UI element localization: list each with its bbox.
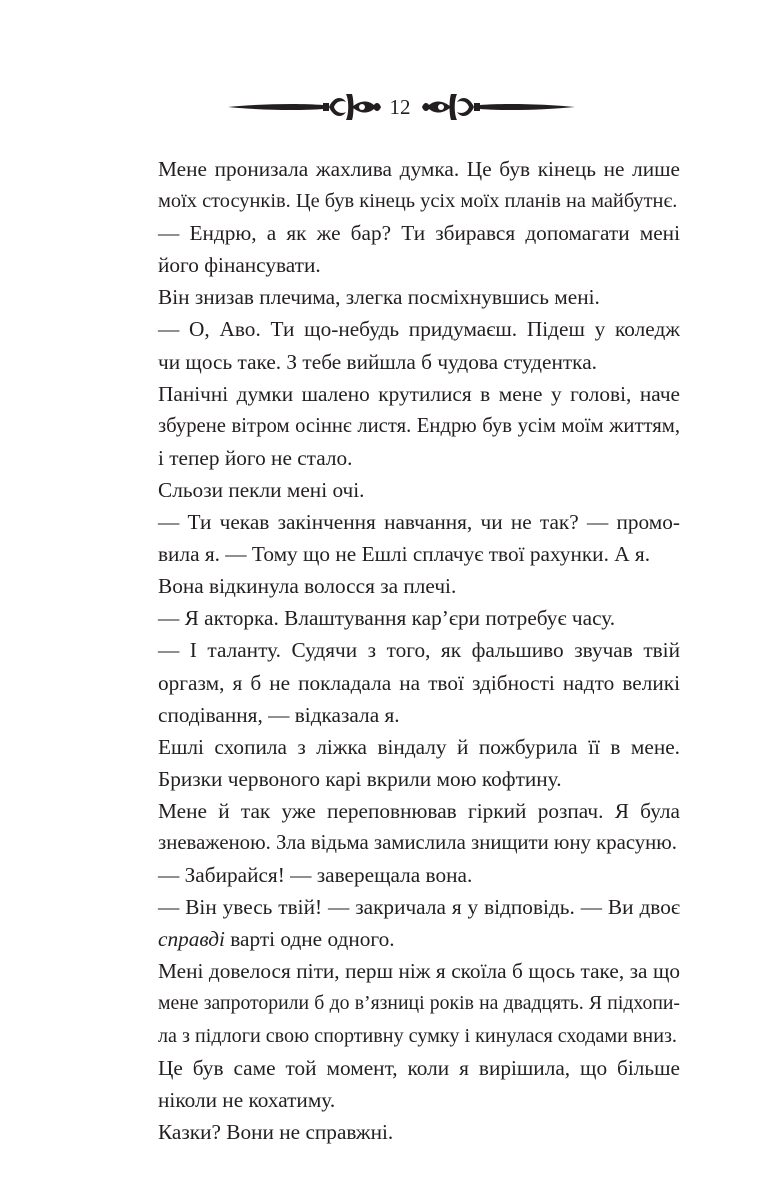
paragraph — [158, 731, 680, 795]
paragraph — [158, 313, 680, 377]
text-line: сподівання, — відказала я. — [158, 702, 400, 727]
text-line: ніколи не кохатиму. — [158, 1087, 336, 1112]
text-fragment: варті одне одного. — [224, 927, 395, 952]
paragraph — [158, 570, 680, 602]
text-line: Казки? Вони не справжні. — [158, 1119, 394, 1144]
text-line: збурене вітром осіннє листя. Ендрю був усім моїм життям, — [158, 414, 680, 437]
text-line: — Ти чекав закінчення навчання, чи не так? — промо- — [158, 510, 680, 535]
paragraph — [158, 891, 680, 955]
text-line: — Я акторка. Влаштування кар’єри потребує часу. — [158, 606, 616, 631]
text-line: моїх стосунків. Це був кінець усіх моїх планів на майбутнє. — [158, 190, 678, 213]
text-line: оргазм, я б не покладала на твої здібності надто великі — [158, 670, 680, 695]
text-line: ла з підлоги свою спортивну сумку і кинулася сходами вниз. — [158, 1024, 677, 1047]
text-line: — Ендрю, а як же бар? Ти збирався допомагати мені — [158, 221, 680, 246]
text-line: мене запроторили б до в’язниці років на двадцять. Я підхопи- — [158, 992, 680, 1015]
text-line: Це був саме той момент, коли я вирішила, що більше — [158, 1055, 680, 1080]
paragraph — [158, 281, 680, 313]
text-line: — О, Аво. Ти що-небудь придумаєш. Підеш у коледж — [158, 317, 680, 342]
text-line: Сльози пекли мені очі. — [158, 477, 365, 502]
paragraph — [158, 474, 680, 506]
text-line: Ешлі схопила з ліжка віндалу й пожбурила її в мене. — [158, 734, 680, 759]
text-line: — Забирайся! — заверещала вона. — [158, 863, 473, 888]
text-line: чи щось таке. З тебе вийшла б чудова студентка. — [158, 349, 597, 374]
text-line: Мене пронизала жахлива думка. Це був кінець не лише — [158, 157, 680, 181]
sword-ornament-left-icon — [228, 86, 383, 130]
text-line: — Він увесь твій! — закричала я у відповідь. — Ви двоє — [158, 895, 680, 920]
paragraph — [158, 153, 680, 217]
page-number: 12 — [389, 95, 411, 119]
text-line: Мені довелося піти, перш ніж я скоїла б щось таке, за що — [158, 959, 680, 984]
text-line: Панічні думки шалено крутилися в мене у голові, наче — [158, 381, 680, 406]
paragraph — [158, 602, 680, 634]
text-line: Він знизав плечима, злегка посміхнувшись мені. — [158, 285, 600, 310]
text-line: і тепер його не стало. — [158, 445, 353, 470]
paragraph — [158, 634, 680, 730]
text-line: вила я. — Тому що не Ешлі сплачує твої рахунки. А я. — [158, 542, 651, 567]
paragraph — [158, 506, 680, 570]
text-line: Вона відкинула волосся за плечі. — [158, 574, 457, 599]
paragraph — [158, 859, 680, 891]
paragraph — [158, 217, 680, 281]
paragraph — [158, 1052, 680, 1116]
text-line: його фінансувати. — [158, 253, 321, 278]
text-line: зневаженою. Зла відьма замислила знищити юну красуню. — [158, 830, 677, 854]
text-line: Мене й так уже переповнював гіркий розпач. Я була — [158, 798, 680, 823]
text-line — [158, 923, 680, 955]
paragraph — [158, 955, 680, 1051]
body-text — [158, 153, 680, 1148]
sword-ornament-right-icon — [420, 86, 575, 130]
text-line: — І таланту. Судячи з того, як фальшиво звучав твій — [158, 638, 680, 663]
page-header — [0, 86, 765, 130]
text-line: Бризки червоного карі вкрили мою кофтину. — [158, 766, 562, 791]
paragraph — [158, 795, 680, 859]
paragraph — [158, 378, 680, 474]
paragraph — [158, 1116, 680, 1148]
italic-emphasis: справді — [158, 927, 225, 952]
